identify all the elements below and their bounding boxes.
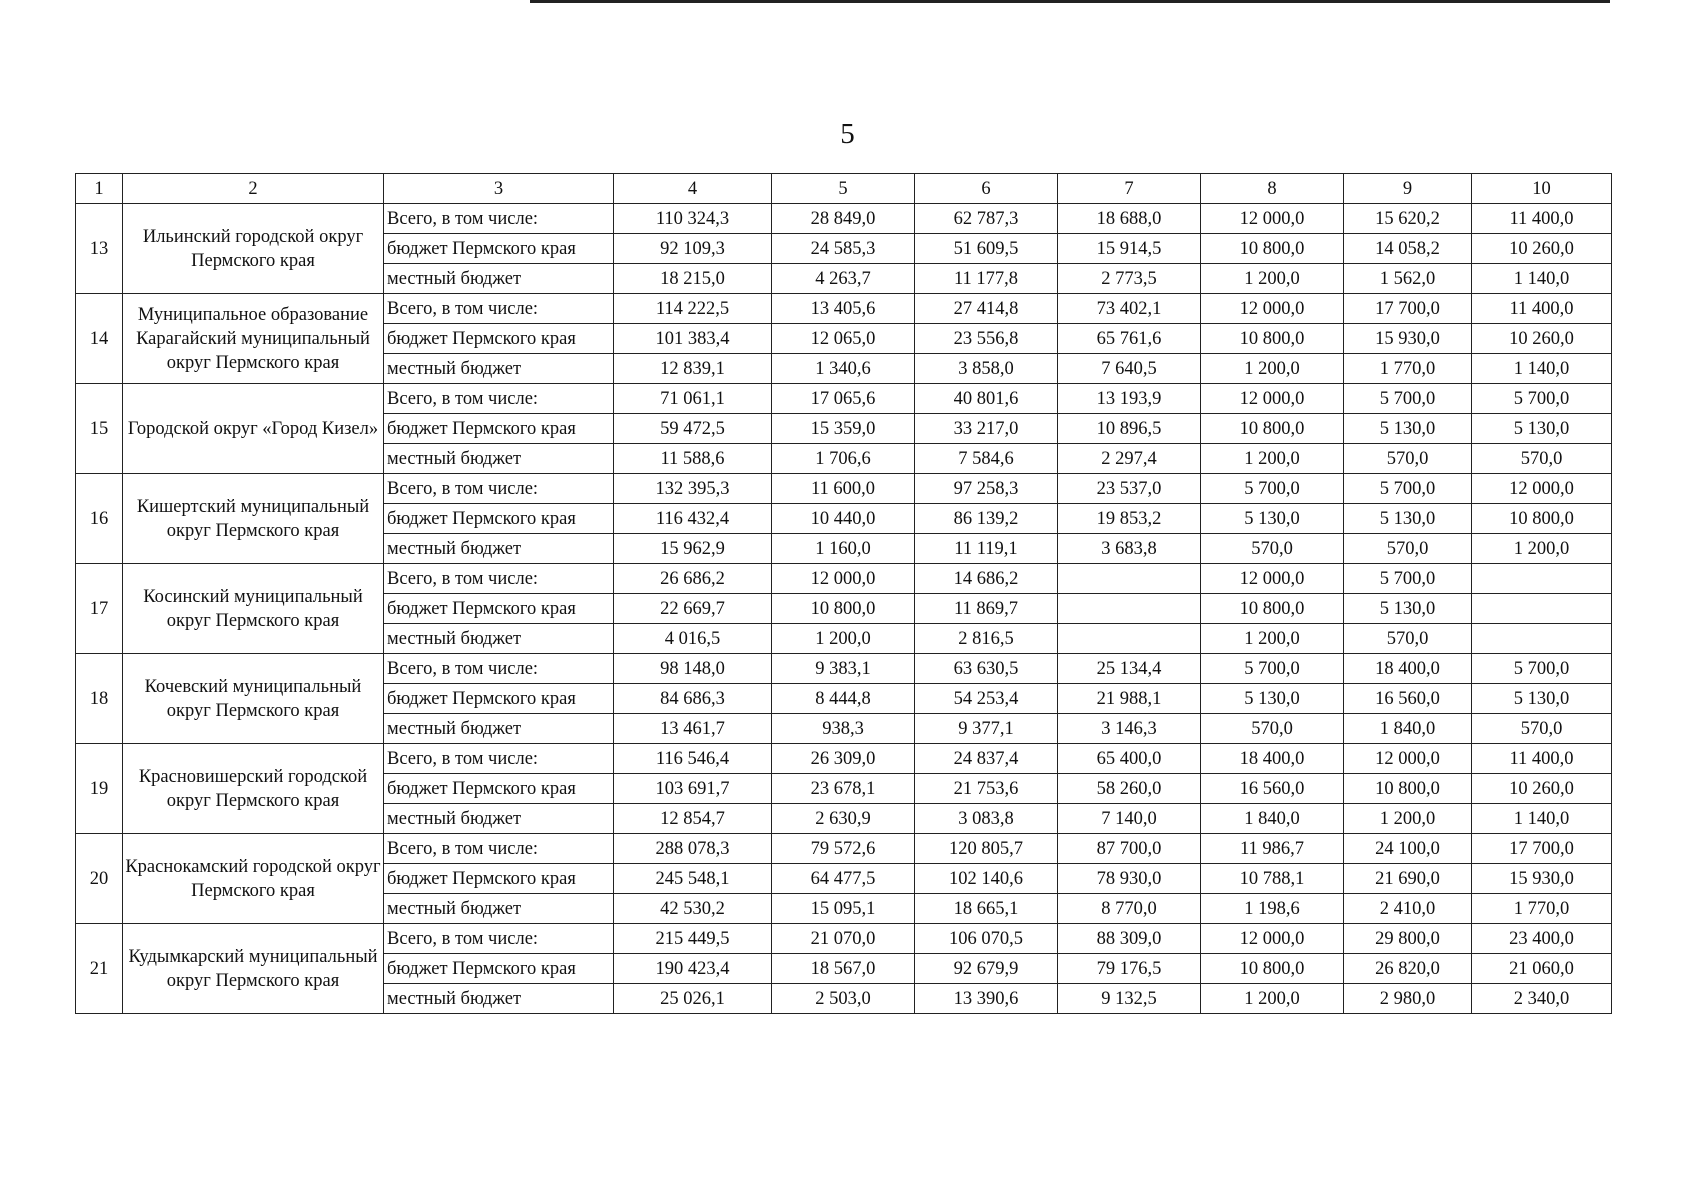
amount-cell: 1 840,0 [1201,804,1344,834]
table-row [76,384,1612,414]
budget-type-cell: Всего, в том числе: [384,294,614,324]
header-cell: 5 [772,174,915,204]
amount-cell: 10 440,0 [772,504,915,534]
amount-cell: 92 679,9 [915,954,1058,984]
amount-cell: 23 400,0 [1472,924,1612,954]
budget-type-cell: бюджет Пермского края [384,774,614,804]
amount-cell [1472,594,1612,624]
budget-type-cell: бюджет Пермского края [384,324,614,354]
amount-cell: 2 410,0 [1344,894,1472,924]
amount-cell [1472,564,1612,594]
table-row [76,654,1612,684]
amount-cell: 10 788,1 [1201,864,1344,894]
amount-cell: 190 423,4 [614,954,772,984]
header-row [76,174,1612,204]
budget-type-cell: Всего, в том числе: [384,744,614,774]
amount-cell: 13 461,7 [614,714,772,744]
table-body [76,174,1612,1014]
amount-cell: 63 630,5 [915,654,1058,684]
amount-cell: 5 130,0 [1344,504,1472,534]
budget-type-cell: Всего, в том числе: [384,834,614,864]
amount-cell: 24 100,0 [1344,834,1472,864]
row-number-cell: 18 [76,654,123,744]
amount-cell: 11 869,7 [915,594,1058,624]
budget-type-cell: Всего, в том числе: [384,654,614,684]
amount-cell: 12 000,0 [772,564,915,594]
amount-cell: 79 572,6 [772,834,915,864]
budget-type-cell: бюджет Пермского края [384,504,614,534]
amount-cell: 12 000,0 [1201,294,1344,324]
header-cell: 4 [614,174,772,204]
header-cell: 6 [915,174,1058,204]
amount-cell: 1 140,0 [1472,804,1612,834]
amount-cell: 12 854,7 [614,804,772,834]
amount-cell: 5 700,0 [1344,474,1472,504]
amount-cell: 11 400,0 [1472,294,1612,324]
amount-cell: 23 678,1 [772,774,915,804]
table-row [76,834,1612,864]
amount-cell: 25 026,1 [614,984,772,1014]
amount-cell: 29 800,0 [1344,924,1472,954]
municipality-name-cell: Кишертский муниципальный округ Пермского края [123,474,384,564]
amount-cell: 26 309,0 [772,744,915,774]
amount-cell: 18 665,1 [915,894,1058,924]
amount-cell: 132 395,3 [614,474,772,504]
amount-cell: 23 537,0 [1058,474,1201,504]
budget-type-cell: бюджет Пермского края [384,684,614,714]
amount-cell: 65 400,0 [1058,744,1201,774]
amount-cell: 88 309,0 [1058,924,1201,954]
amount-cell: 92 109,3 [614,234,772,264]
amount-cell: 10 260,0 [1472,234,1612,264]
amount-cell: 15 359,0 [772,414,915,444]
amount-cell: 2 503,0 [772,984,915,1014]
amount-cell: 570,0 [1201,714,1344,744]
amount-cell: 40 801,6 [915,384,1058,414]
amount-cell: 18 688,0 [1058,204,1201,234]
amount-cell: 1 200,0 [1201,984,1344,1014]
amount-cell: 54 253,4 [915,684,1058,714]
municipality-name-cell: Кочевский муниципальный округ Пермского края [123,654,384,744]
budget-type-cell: Всего, в том числе: [384,924,614,954]
amount-cell: 17 700,0 [1344,294,1472,324]
row-number-cell: 20 [76,834,123,924]
amount-cell: 2 773,5 [1058,264,1201,294]
amount-cell: 10 800,0 [1201,324,1344,354]
amount-cell: 8 444,8 [772,684,915,714]
amount-cell: 15 620,2 [1344,204,1472,234]
amount-cell: 12 000,0 [1472,474,1612,504]
amount-cell: 114 222,5 [614,294,772,324]
budget-type-cell: местный бюджет [384,804,614,834]
amount-cell: 12 065,0 [772,324,915,354]
amount-cell: 59 472,5 [614,414,772,444]
amount-cell: 1 200,0 [1344,804,1472,834]
header-cell: 7 [1058,174,1201,204]
municipality-name-cell: Городской округ «Город Кизел» [123,384,384,474]
municipality-name-cell: Краснокамский городской округ Пермского края [123,834,384,924]
amount-cell: 9 132,5 [1058,984,1201,1014]
amount-cell: 103 691,7 [614,774,772,804]
amount-cell: 11 600,0 [772,474,915,504]
budget-type-cell: местный бюджет [384,894,614,924]
table-row [76,474,1612,504]
amount-cell: 1 198,6 [1201,894,1344,924]
table-row [76,564,1612,594]
amount-cell: 1 770,0 [1344,354,1472,384]
amount-cell: 5 700,0 [1344,384,1472,414]
budget-type-cell: местный бюджет [384,714,614,744]
amount-cell: 288 078,3 [614,834,772,864]
amount-cell: 1 340,6 [772,354,915,384]
amount-cell: 10 800,0 [1472,504,1612,534]
amount-cell: 98 148,0 [614,654,772,684]
budget-type-cell: бюджет Пермского края [384,954,614,984]
amount-cell: 10 800,0 [1201,414,1344,444]
amount-cell: 71 061,1 [614,384,772,414]
amount-cell: 3 146,3 [1058,714,1201,744]
amount-cell: 79 176,5 [1058,954,1201,984]
amount-cell: 10 800,0 [772,594,915,624]
municipality-name-cell: Муниципальное образование Карагайский муниципальный округ Пермского края [123,294,384,384]
amount-cell: 12 000,0 [1201,924,1344,954]
amount-cell: 12 839,1 [614,354,772,384]
amount-cell: 15 914,5 [1058,234,1201,264]
page-number: 5 [840,118,855,150]
amount-cell: 5 700,0 [1344,564,1472,594]
row-number-cell: 13 [76,204,123,294]
amount-cell: 64 477,5 [772,864,915,894]
amount-cell: 10 800,0 [1201,954,1344,984]
amount-cell: 5 130,0 [1472,684,1612,714]
amount-cell: 86 139,2 [915,504,1058,534]
amount-cell: 11 400,0 [1472,744,1612,774]
row-number-cell: 14 [76,294,123,384]
budget-type-cell: Всего, в том числе: [384,474,614,504]
budget-type-cell: Всего, в том числе: [384,204,614,234]
amount-cell: 5 700,0 [1201,474,1344,504]
budget-type-cell: местный бюджет [384,354,614,384]
amount-cell: 51 609,5 [915,234,1058,264]
amount-cell: 21 070,0 [772,924,915,954]
amount-cell: 101 383,4 [614,324,772,354]
amount-cell: 33 217,0 [915,414,1058,444]
amount-cell: 5 700,0 [1472,654,1612,684]
amount-cell: 2 630,9 [772,804,915,834]
amount-cell: 1 200,0 [1201,264,1344,294]
header-cell: 10 [1472,174,1612,204]
amount-cell: 17 065,6 [772,384,915,414]
amount-cell: 2 980,0 [1344,984,1472,1014]
amount-cell: 27 414,8 [915,294,1058,324]
amount-cell: 2 816,5 [915,624,1058,654]
amount-cell: 1 200,0 [1201,354,1344,384]
amount-cell: 116 432,4 [614,504,772,534]
amount-cell: 11 400,0 [1472,204,1612,234]
amount-cell: 73 402,1 [1058,294,1201,324]
amount-cell: 5 130,0 [1472,414,1612,444]
amount-cell: 23 556,8 [915,324,1058,354]
amount-cell: 58 260,0 [1058,774,1201,804]
amount-cell: 78 930,0 [1058,864,1201,894]
amount-cell: 15 962,9 [614,534,772,564]
amount-cell: 1 200,0 [1201,444,1344,474]
table-row [76,204,1612,234]
amount-cell: 570,0 [1472,444,1612,474]
header-cell: 9 [1344,174,1472,204]
amount-cell: 3 683,8 [1058,534,1201,564]
amount-cell: 12 000,0 [1201,204,1344,234]
amount-cell: 570,0 [1344,624,1472,654]
amount-cell: 116 546,4 [614,744,772,774]
amount-cell: 13 390,6 [915,984,1058,1014]
amount-cell: 28 849,0 [772,204,915,234]
budget-type-cell: местный бюджет [384,984,614,1014]
amount-cell: 5 130,0 [1201,504,1344,534]
amount-cell: 12 000,0 [1344,744,1472,774]
amount-cell: 2 297,4 [1058,444,1201,474]
budget-type-cell: бюджет Пермского края [384,594,614,624]
table-row [76,924,1612,954]
amount-cell: 15 930,0 [1344,324,1472,354]
amount-cell: 7 640,5 [1058,354,1201,384]
amount-cell: 2 340,0 [1472,984,1612,1014]
amount-cell: 102 140,6 [915,864,1058,894]
amount-cell: 65 761,6 [1058,324,1201,354]
header-cell: 3 [384,174,614,204]
amount-cell: 110 324,3 [614,204,772,234]
amount-cell: 87 700,0 [1058,834,1201,864]
amount-cell: 5 130,0 [1344,594,1472,624]
amount-cell: 17 700,0 [1472,834,1612,864]
amount-cell: 24 837,4 [915,744,1058,774]
amount-cell: 1 140,0 [1472,264,1612,294]
table-row [76,294,1612,324]
header-cell: 2 [123,174,384,204]
amount-cell: 120 805,7 [915,834,1058,864]
amount-cell: 11 986,7 [1201,834,1344,864]
amount-cell: 11 177,8 [915,264,1058,294]
amount-cell: 16 560,0 [1344,684,1472,714]
amount-cell: 16 560,0 [1201,774,1344,804]
amount-cell: 13 193,9 [1058,384,1201,414]
header-cell: 1 [76,174,123,204]
budget-table [75,173,1612,1014]
row-number-cell: 21 [76,924,123,1014]
amount-cell: 10 800,0 [1201,234,1344,264]
amount-cell: 1 160,0 [772,534,915,564]
table-row [76,744,1612,774]
budget-type-cell: бюджет Пермского края [384,864,614,894]
amount-cell: 18 400,0 [1344,654,1472,684]
amount-cell: 5 130,0 [1201,684,1344,714]
amount-cell: 4 016,5 [614,624,772,654]
amount-cell: 1 200,0 [1201,624,1344,654]
municipality-name-cell: Косинский муниципальный округ Пермского края [123,564,384,654]
budget-type-cell: бюджет Пермского края [384,414,614,444]
amount-cell: 26 686,2 [614,564,772,594]
amount-cell: 1 140,0 [1472,354,1612,384]
amount-cell: 215 449,5 [614,924,772,954]
amount-cell: 570,0 [1472,714,1612,744]
row-number-cell: 19 [76,744,123,834]
amount-cell: 21 988,1 [1058,684,1201,714]
amount-cell: 12 000,0 [1201,384,1344,414]
amount-cell: 1 200,0 [772,624,915,654]
budget-type-cell: местный бюджет [384,534,614,564]
amount-cell: 1 770,0 [1472,894,1612,924]
amount-cell: 26 820,0 [1344,954,1472,984]
amount-cell: 21 060,0 [1472,954,1612,984]
amount-cell: 1 706,6 [772,444,915,474]
amount-cell [1058,624,1201,654]
budget-type-cell: местный бюджет [384,444,614,474]
amount-cell: 10 800,0 [1201,594,1344,624]
amount-cell: 13 405,6 [772,294,915,324]
amount-cell: 11 119,1 [915,534,1058,564]
municipality-name-cell: Ильинский городской округ Пермского края [123,204,384,294]
amount-cell: 10 896,5 [1058,414,1201,444]
amount-cell [1472,624,1612,654]
budget-type-cell: местный бюджет [384,624,614,654]
amount-cell: 42 530,2 [614,894,772,924]
amount-cell: 8 770,0 [1058,894,1201,924]
amount-cell: 938,3 [772,714,915,744]
amount-cell: 10 260,0 [1472,324,1612,354]
amount-cell: 245 548,1 [614,864,772,894]
municipality-name-cell: Кудымкарский муниципальный округ Пермского края [123,924,384,1014]
amount-cell: 14 686,2 [915,564,1058,594]
amount-cell: 22 669,7 [614,594,772,624]
amount-cell: 62 787,3 [915,204,1058,234]
amount-cell: 5 700,0 [1201,654,1344,684]
amount-cell: 570,0 [1344,534,1472,564]
amount-cell: 19 853,2 [1058,504,1201,534]
amount-cell: 10 260,0 [1472,774,1612,804]
amount-cell: 15 930,0 [1472,864,1612,894]
budget-type-cell: Всего, в том числе: [384,384,614,414]
amount-cell: 5 700,0 [1472,384,1612,414]
amount-cell: 18 215,0 [614,264,772,294]
amount-cell: 3 858,0 [915,354,1058,384]
amount-cell: 14 058,2 [1344,234,1472,264]
amount-cell: 1 200,0 [1472,534,1612,564]
amount-cell: 9 383,1 [772,654,915,684]
amount-cell: 1 840,0 [1344,714,1472,744]
amount-cell: 570,0 [1201,534,1344,564]
amount-cell: 10 800,0 [1344,774,1472,804]
amount-cell [1058,594,1201,624]
budget-type-cell: местный бюджет [384,264,614,294]
header-cell: 8 [1201,174,1344,204]
amount-cell: 1 562,0 [1344,264,1472,294]
row-number-cell: 17 [76,564,123,654]
amount-cell: 7 140,0 [1058,804,1201,834]
amount-cell: 106 070,5 [915,924,1058,954]
amount-cell: 4 263,7 [772,264,915,294]
amount-cell: 97 258,3 [915,474,1058,504]
municipality-name-cell: Красновишерский городской округ Пермского края [123,744,384,834]
amount-cell: 9 377,1 [915,714,1058,744]
amount-cell: 18 400,0 [1201,744,1344,774]
amount-cell: 15 095,1 [772,894,915,924]
budget-type-cell: Всего, в том числе: [384,564,614,594]
amount-cell [1058,564,1201,594]
amount-cell: 24 585,3 [772,234,915,264]
amount-cell: 18 567,0 [772,954,915,984]
row-number-cell: 16 [76,474,123,564]
row-number-cell: 15 [76,384,123,474]
amount-cell: 12 000,0 [1201,564,1344,594]
budget-type-cell: бюджет Пермского края [384,234,614,264]
amount-cell: 21 690,0 [1344,864,1472,894]
amount-cell: 84 686,3 [614,684,772,714]
amount-cell: 570,0 [1344,444,1472,474]
amount-cell: 25 134,4 [1058,654,1201,684]
amount-cell: 11 588,6 [614,444,772,474]
amount-cell: 21 753,6 [915,774,1058,804]
amount-cell: 7 584,6 [915,444,1058,474]
top-edge-rule [530,0,1610,3]
amount-cell: 3 083,8 [915,804,1058,834]
amount-cell: 5 130,0 [1344,414,1472,444]
